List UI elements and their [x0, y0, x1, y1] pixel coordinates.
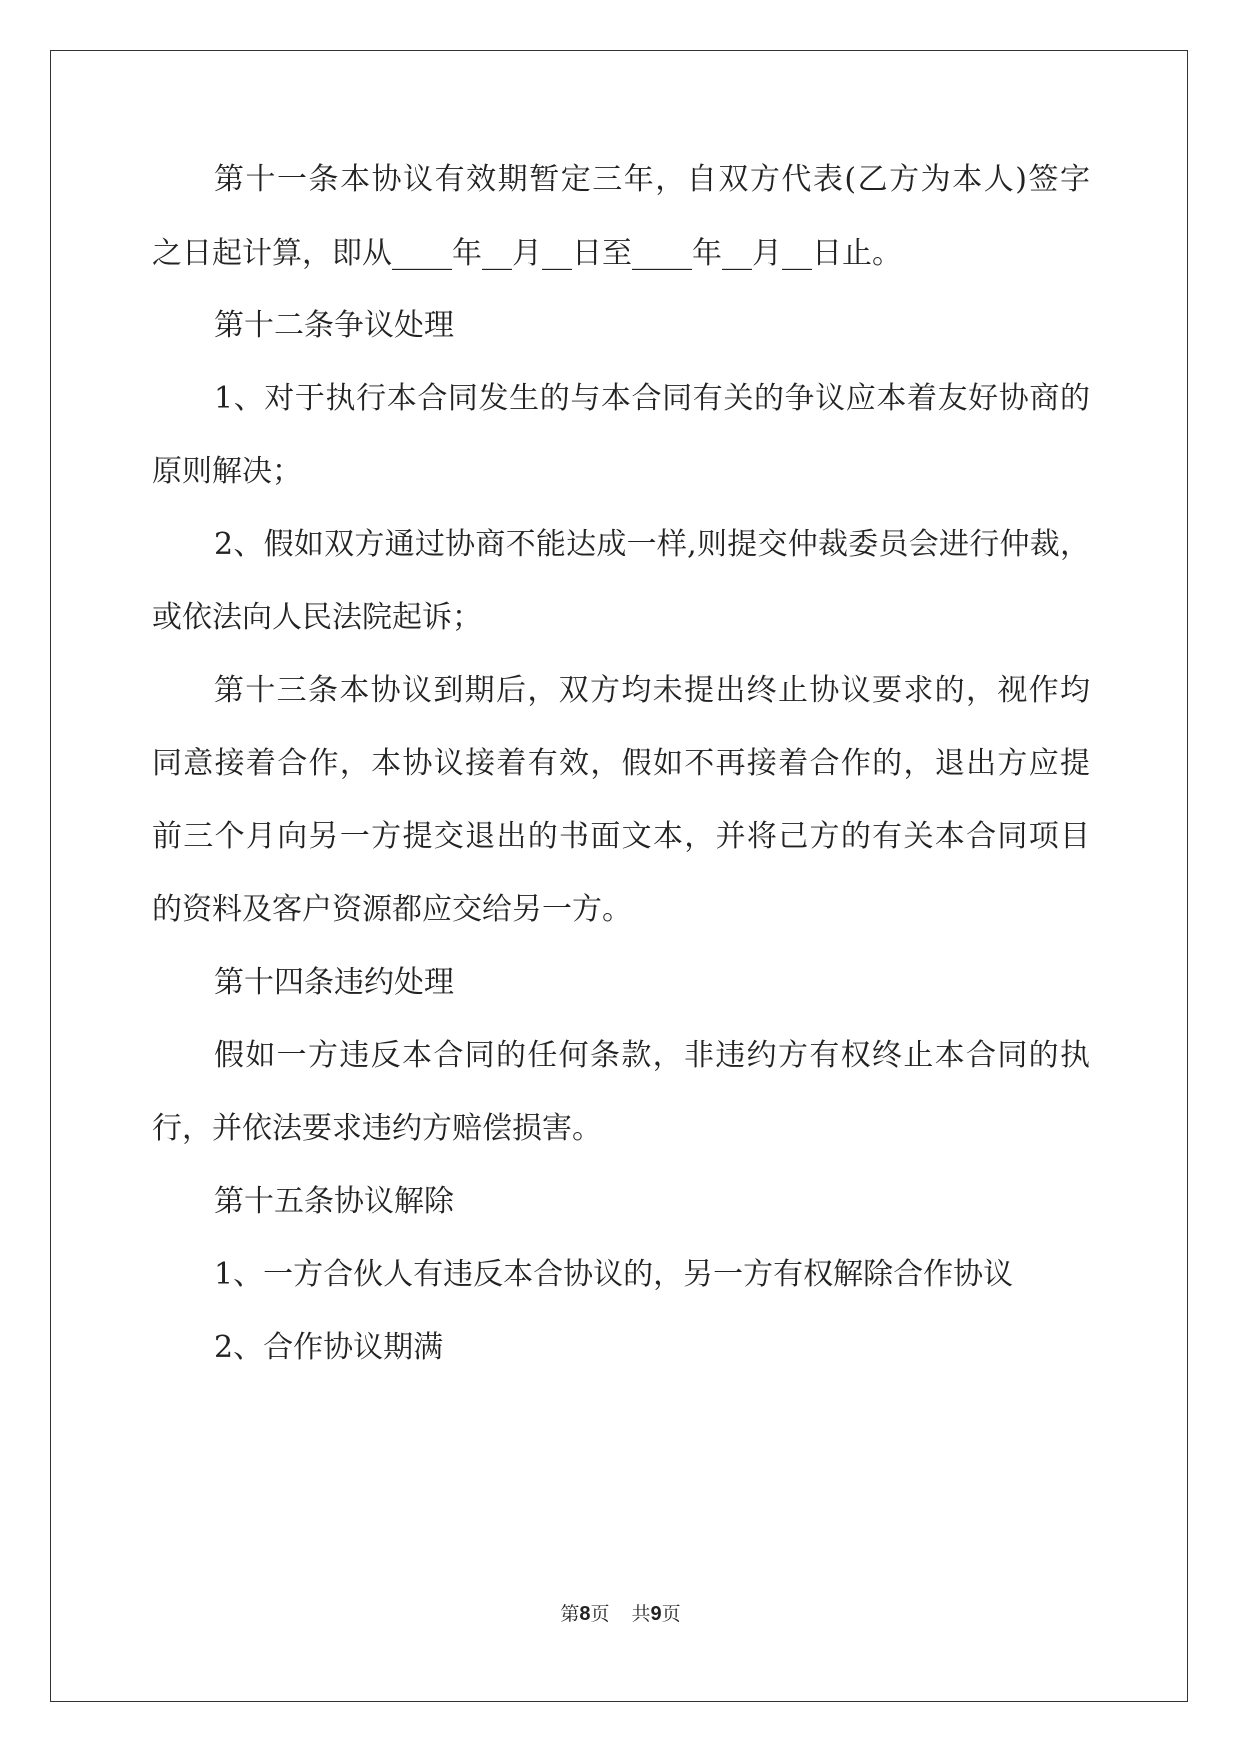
paragraph-line: 前三个月向另一方提交退出的书面文本，并将己方的有关本合同项目 — [152, 819, 1090, 854]
current-page-number: 8 — [579, 1603, 591, 1625]
paragraph-line: 或依法向人民法院起诉； — [152, 600, 482, 635]
paragraph-line: 2、合作协议期满 — [214, 1330, 444, 1365]
paragraph-line: 之日起计算，即从____年__月__日至____年__月__日止。 — [152, 236, 902, 271]
paragraph-line: 假如一方违反本合同的任何条款，非违约方有权终止本合同的执 — [214, 1038, 1090, 1073]
page-number-prefix: 第 — [560, 1603, 580, 1625]
paragraph-line: 行，并依法要求违约方赔偿损害。 — [152, 1111, 602, 1146]
paragraph-line: 1、一方合伙人有违反本合协议的，另一方有权解除合作协议 — [214, 1257, 1014, 1292]
paragraph-line: 1、对于执行本合同发生的与本合同有关的争议应本着友好协商的 — [214, 381, 1090, 416]
section-heading: 第十五条协议解除 — [214, 1184, 454, 1219]
paragraph-line: 2、假如双方通过协商不能达成一样,则提交仲裁委员会进行仲裁， — [214, 527, 1090, 562]
paragraph-line: 同意接着合作，本协议接着有效，假如不再接着合作的，退出方应提 — [152, 746, 1090, 781]
paragraph-line: 原则解决； — [152, 454, 302, 489]
page-number-unit: 页 — [590, 1603, 610, 1625]
section-heading: 第十二条争议处理 — [214, 308, 454, 343]
total-page-number: 9 — [650, 1603, 662, 1625]
paragraph-line: 第十三条本协议到期后，双方均未提出终止协议要求的，视作均 — [214, 673, 1090, 708]
page-footer — [0, 1602, 1241, 1626]
section-heading: 第十四条违约处理 — [214, 965, 454, 1000]
paragraph-line: 的资料及客户资源都应交给另一方。 — [152, 892, 632, 927]
total-pages-prefix: 共 — [631, 1603, 651, 1625]
paragraph-line: 第十一条本协议有效期暂定三年，自双方代表(乙方为本人)签字 — [214, 162, 1090, 197]
page-frame — [50, 50, 1188, 1702]
total-pages-unit: 页 — [661, 1603, 681, 1625]
